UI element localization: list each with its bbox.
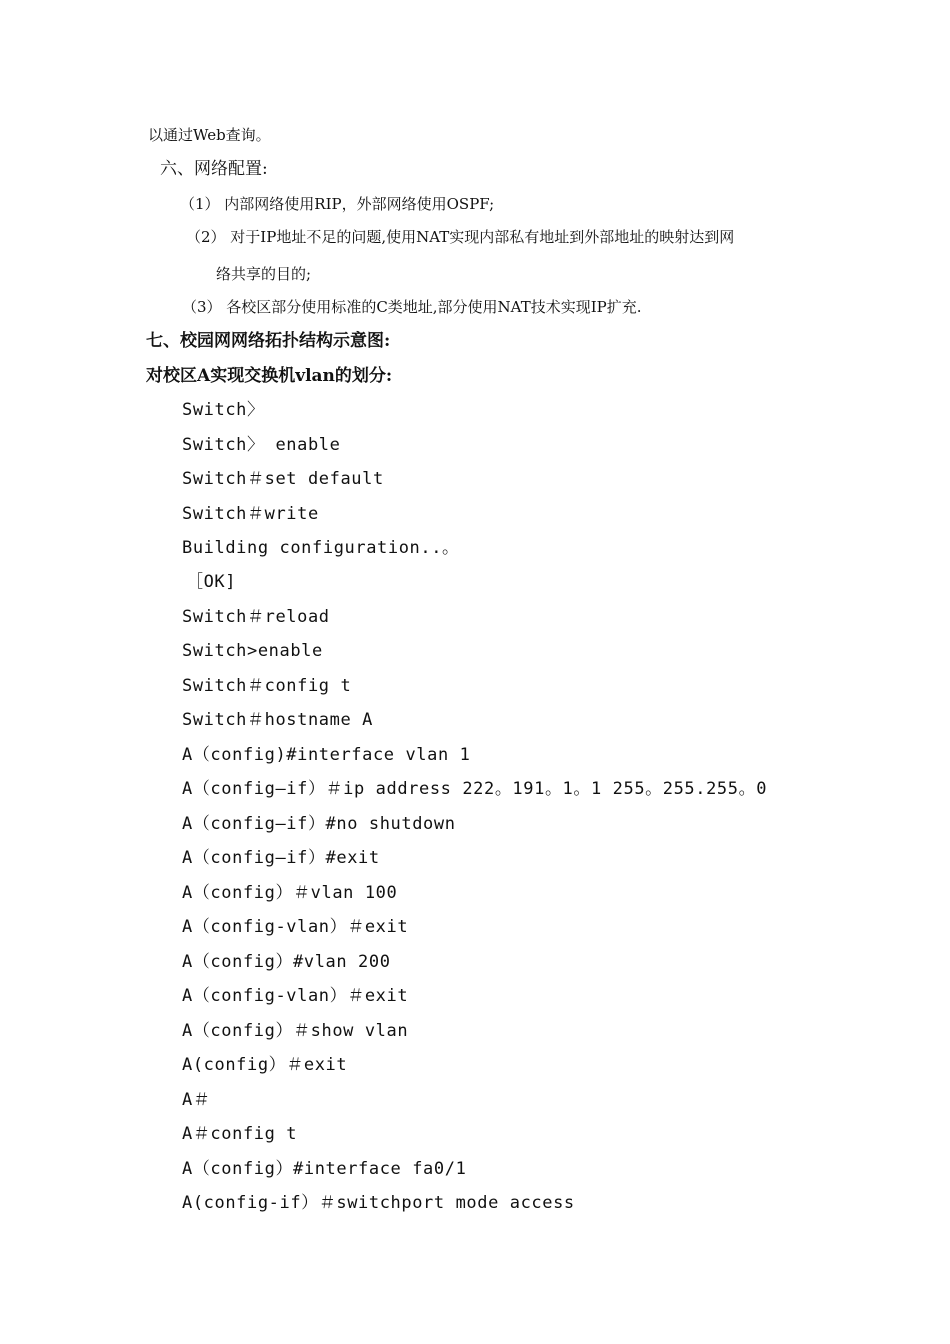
code-line: A（config—if）#no shutdown [182,814,456,834]
code-line: Building configuration..。 [182,538,460,558]
code-line: A（config）#interface fa0/1 [182,1159,467,1179]
code-line: A（config—if）#exit [182,848,380,868]
code-line: A（config-vlan）＃exit [182,917,409,937]
code-line: ［OK] [186,572,237,592]
code-line: Switch＃write [182,504,319,524]
section6-item-2: （2） 对于IP地址不足的问题,使用NAT实现内部私有地址到外部地址的映射达到网 [186,228,735,246]
section6-title: 六、网络配置: [160,159,268,179]
code-line: A（config）＃vlan 100 [182,883,398,903]
code-line: A＃ [182,1090,211,1110]
code-line: A(config）＃exit [182,1055,348,1075]
code-line: A（config)#interface vlan 1 [182,745,471,765]
code-line: A(config-if）＃switchport mode access [182,1193,575,1213]
code-line: Switch〉 [182,400,265,420]
code-line: Switch＃set default [182,469,384,489]
code-line: A（config—if）＃ip address 222。191。1。1 255。255.255。0 [182,779,768,799]
section6-item-3: （3） 各校区部分使用标准的C类地址,部分使用NAT技术实现IP扩充. [182,298,642,316]
code-line: A（config）#vlan 200 [182,952,391,972]
code-line: A（config）＃show vlan [182,1021,409,1041]
code-line: Switch＃reload [182,607,330,627]
code-line: Switch＃hostname A [182,710,373,730]
section7-subtitle: 对校区A实现交换机vlan的划分: [146,366,393,386]
section6-item-2-cont: 络共享的目的; [216,265,312,283]
section6-item-1: （1） 内部网络使用RIP，外部网络使用OSPF; [180,195,495,213]
section7-title: 七、校园网网络拓扑结构示意图: [146,331,391,351]
code-line: Switch＃config t [182,676,352,696]
intro-tail: 以通过Web查询。 [148,126,271,144]
code-line: Switch〉 enable [182,435,341,455]
code-line: A＃config t [182,1124,298,1144]
code-line: Switch>enable [182,641,323,661]
code-line: A（config-vlan）＃exit [182,986,409,1006]
